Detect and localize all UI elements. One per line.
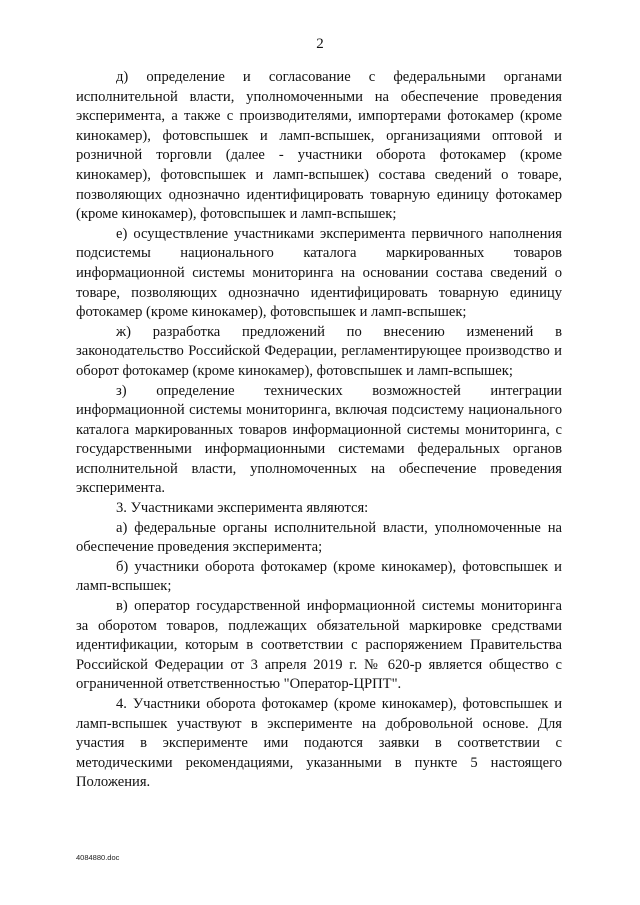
paragraph-3a: а) федеральные органы исполнительной власти, уполномоченные на обеспечение проведения эксперимента; bbox=[76, 519, 562, 556]
paragraph-3v: в) оператор государственной информационной системы мониторинга за оборотом товаров, подлежащих обязательной маркировке средствами идентификации, которым в соответствии с распоряжением Правительства Российской Федерации от 3 апреля 2019 г. № 620-р является общество с ограниченной ответственностью "Оператор-ЦРПТ". bbox=[76, 598, 562, 693]
paragraph-3b: б) участники оборота фотокамер (кроме кинокамер), фотовспышек и ламп-вспышек; bbox=[76, 558, 562, 595]
paragraph-e: е) осуществление участниками эксперимента первичного наполнения подсистемы национального каталога маркированных товаров информационной системы мониторинга на основании состава сведений о товаре, позволяющих однозначно идентифицировать товарную единицу фотокамер (кроме кинокамер), фотовспышек и ламп-вспышек; bbox=[76, 225, 562, 321]
paragraph-3: 3. Участниками эксперимента являются: bbox=[116, 500, 369, 517]
paragraph-z: з) определение технических возможностей интеграции информационной системы мониторинга, включая подсистему национального каталога маркированных товаров информационной системы мониторинга, с государственными информационными системами федеральных органов исполнительной власти, уполномоченных на обеспечение проведения эксперимента. bbox=[76, 382, 562, 497]
footer-document-reference: 4084880.doc bbox=[76, 853, 120, 862]
paragraph-zh: ж) разработка предложений по внесению изменений в законодательство Российской Федерации, регламентирующее производство и оборот фотокамер (кроме кинокамер), фотовспышек и ламп-вспышек; bbox=[76, 323, 562, 379]
paragraph-4: 4. Участники оборота фотокамер (кроме кинокамер), фотовспышек и ламп-вспышек участвуют в эксперименте на добровольной основе. Для участия в эксперименте ими подаются заявки в соответствии с методическими рекомендациями, указанными в пункте 5 настоящего Положения. bbox=[76, 696, 562, 791]
paragraph-d: д) определение и согласование с федеральными органами исполнительной власти, уполномоченными на обеспечение проведения эксперимента, а также с производителями, импортерами фотокамер (кроме кинокамер), фотовспышек и ламп-вспышек, организациями оптовой и розничной торговли (далее - участники оборота фотокамер (кроме кинокамер), фотовспышек и ламп-вспышек) состава сведений о товаре, позволяющих однозначно идентифицировать товарную единицу фотокамер (кроме кинокамер), фотовспышек и ламп-вспышек; bbox=[76, 69, 562, 223]
page-number: 2 bbox=[316, 36, 324, 52]
document-body bbox=[76, 68, 562, 793]
